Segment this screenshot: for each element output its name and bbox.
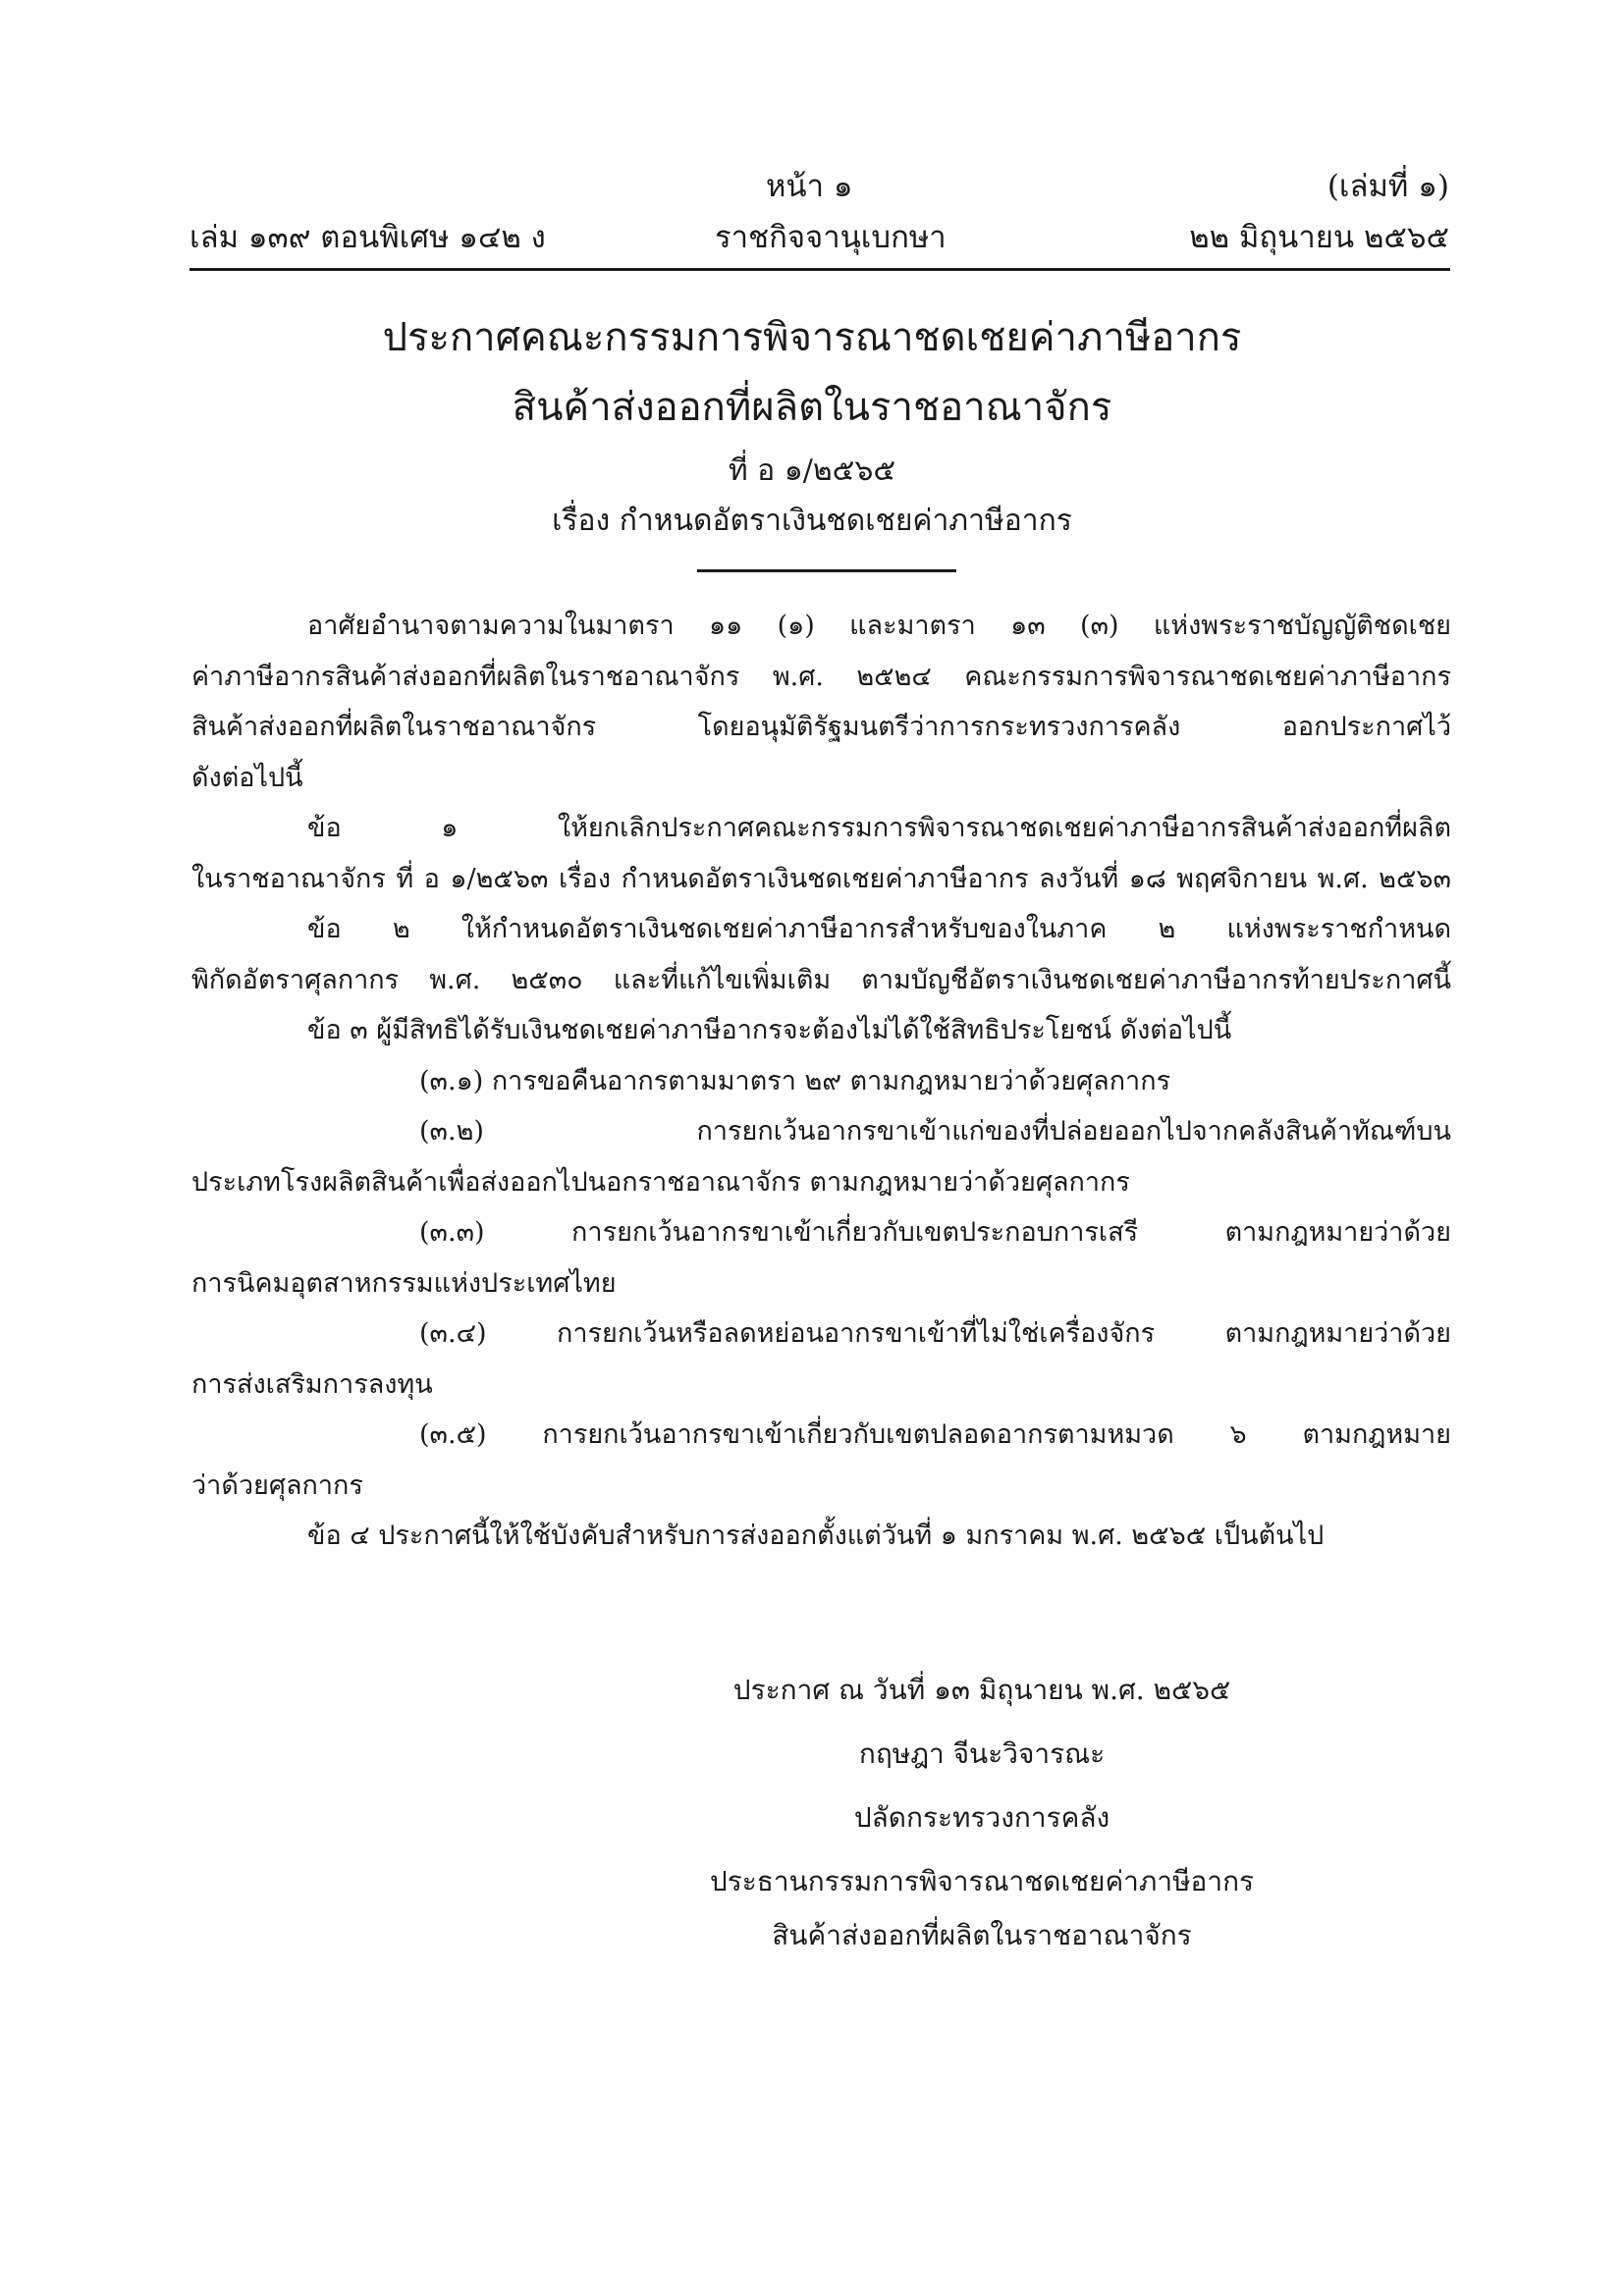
- gazette-name: ราชกิจจานุเบกษา: [715, 220, 947, 255]
- clause-1-line: ในราชอาณาจักร ที่ อ ๑/๒๕๖๓ เรื่อง กำหนดอัตราเงินชดเชยค่าภาษีอากร ลงวันที่ ๑๘ พฤศจิกายน พ.ศ. ๒๕๖๓: [191, 863, 1451, 894]
- preamble-line: ค่าภาษีอากรสินค้าส่งออกที่ผลิตในราชอาณาจักร พ.ศ. ๒๕๒๔ คณะกรรมการพิจารณาชดเชยค่าภาษีอากร: [191, 661, 1451, 692]
- signatory-position: ปลัดกระทรวงการคลัง: [853, 1801, 1110, 1834]
- volume-label: (เล่มที่ ๑): [1326, 169, 1449, 204]
- clause-1-line: ข้อ ๑ ให้ยกเลิกประกาศคณะกรรมการพิจารณาชดเชยค่าภาษีอากรสินค้าส่งออกที่ผลิต: [307, 813, 1451, 843]
- header-divider: [189, 268, 1450, 271]
- clause-3-5-line: (๓.๕) การยกเว้นอากรขาเข้าเกี่ยวกับเขตปลอดอากรตามหมวด ๖ ตามกฎหมาย: [419, 1419, 1451, 1450]
- title-divider: [697, 569, 956, 572]
- clause-3-2-line: (๓.๒) การยกเว้นอากรขาเข้าแก่ของที่ปล่อยออกไปจากคลังสินค้าทัณฑ์บน: [419, 1116, 1451, 1147]
- page-number: หน้า ๑: [766, 169, 853, 204]
- preamble-line: ดังต่อไปนี้: [191, 762, 303, 793]
- announcement-date: ประกาศ ณ วันที่ ๑๓ มิถุนายน พ.ศ. ๒๕๖๕: [732, 1674, 1231, 1706]
- clause-3-1: (๓.๑) การขอคืนอากรตามมาตรา ๒๙ ตามกฎหมายว่าด้วยศุลกากร: [419, 1065, 1171, 1096]
- clause-2-line: พิกัดอัตราศุลกากร พ.ศ. ๒๕๓๐ และที่แก้ไขเพิ่มเติม ตามบัญชีอัตราเงินชดเชยค่าภาษีอากรท้ายประกาศนี้: [191, 964, 1451, 995]
- preamble-line: สินค้าส่งออกที่ผลิตในราชอาณาจักร โดยอนุมัติรัฐมนตรีว่าการกระทรวงการคลัง ออกประกาศไว้: [191, 712, 1451, 742]
- clause-3-3-line: (๓.๓) การยกเว้นอากรขาเข้าเกี่ยวกับเขตประกอบการเสรี ตามกฎหมายว่าด้วย: [419, 1217, 1451, 1248]
- signatory-name: กฤษฎา จีนะวิจารณะ: [858, 1737, 1106, 1770]
- committee-chair-title-cont: สินค้าส่งออกที่ผลิตในราชอาณาจักร: [772, 1919, 1192, 1951]
- clause-3-4-line: การส่งเสริมการลงทุน: [191, 1368, 433, 1400]
- title-line-1: ประกาศคณะกรรมการพิจารณาชดเชยค่าภาษีอากร: [382, 315, 1242, 360]
- clause-3: ข้อ ๓ ผู้มีสิทธิได้รับเงินชดเชยค่าภาษีอากรจะต้องไม่ได้ใช้สิทธิประโยชน์ ดังต่อไปนี้: [307, 1015, 1232, 1045]
- announcement-body: [191, 601, 1451, 1562]
- committee-chair-title: ประธานกรรมการพิจารณาชดเชยค่าภาษีอากร: [709, 1865, 1255, 1897]
- clause-3-4-line: (๓.๔) การยกเว้นหรือลดหย่อนอากรขาเข้าที่ไม่ใช่เครื่องจักร ตามกฎหมายว่าด้วย: [419, 1318, 1451, 1349]
- issue-date: ๒๒ มิถุนายน ๒๕๖๕: [1189, 220, 1449, 255]
- clause-2-line: ข้อ ๒ ให้กำหนดอัตราเงินชดเชยค่าภาษีอากรสำหรับของในภาค ๒ แห่งพระราชกำหนด: [307, 914, 1451, 944]
- clause-3-2-line: ประเภทโรงผลิตสินค้าเพื่อส่งออกไปนอกราชอาณาจักร ตามกฎหมายว่าด้วยศุลกากร: [191, 1166, 1130, 1198]
- announcement-number: ที่ อ ๑/๒๕๖๕: [728, 454, 896, 488]
- title-line-2: สินค้าส่งออกที่ผลิตในราชอาณาจักร: [512, 385, 1112, 430]
- clause-4: ข้อ ๔ ประกาศนี้ให้ใช้บังคับสำหรับการส่งออกตั้งแต่วันที่ ๑ มกราคม พ.ศ. ๒๕๖๕ เป็นต้นไป: [307, 1521, 1325, 1551]
- announcement-subject: เรื่อง กำหนดอัตราเงินชดเชยค่าภาษีอากร: [552, 504, 1072, 538]
- issue-info: เล่ม ๑๓๙ ตอนพิเศษ ๑๔๒ ง: [189, 220, 546, 255]
- preamble-line: อาศัยอำนาจตามความในมาตรา ๑๑ (๑) และมาตรา ๑๓ (๓) แห่งพระราชบัญญัติชดเชย: [307, 611, 1451, 641]
- clause-3-3-line: การนิคมอุตสาหกรรมแห่งประเทศไทย: [191, 1267, 617, 1299]
- clause-3-5-line: ว่าด้วยศุลกากร: [191, 1469, 363, 1501]
